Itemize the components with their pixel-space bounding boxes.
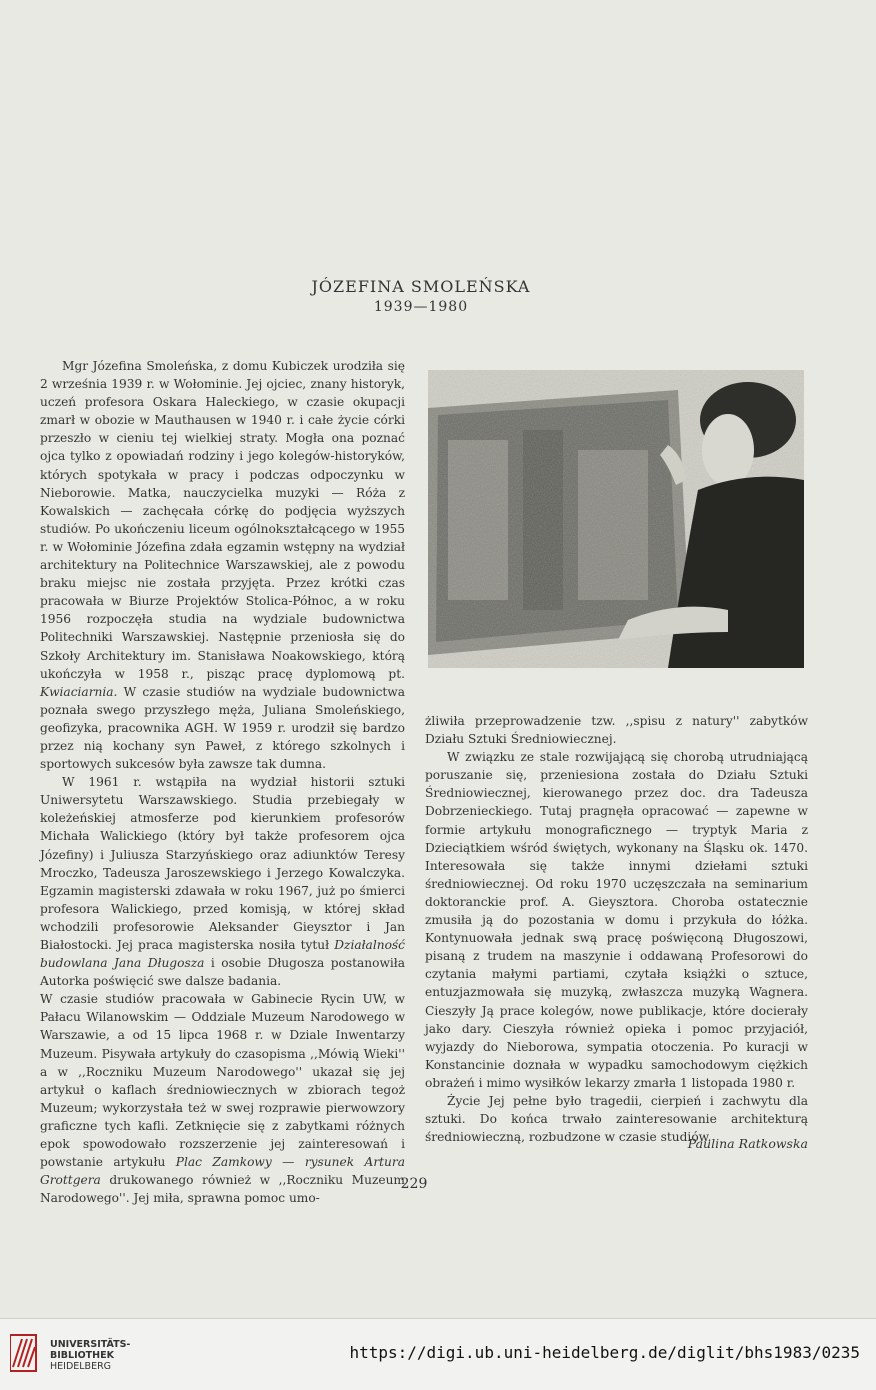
right-column [425, 712, 808, 1146]
paragraph-5: W związku ze stale rozwijającą się chorobą utrudniającą poruszanie się, przeniesiona została do Działu Sztuki Średniowiecznej, kierowanego przez doc. dra Tadeusza Dobrzenieckiego. Tutaj pragnęła opracować — zapewne w formie artykułu monograficznego — tryptyk Maria z Dzieciątkiem wśród świętych, wykonany na Śląsku ok. 1470. Interesowała się także innymi dziełami sztuki średniowiecznej. Od roku 1970 uczęszczała na seminarium doktoranckie prof. A. Gieysztora. Choroba ostatecznie zmusiła ją do pozostania w domu i przykuła do łóżka. Kontynuowała jednak swą pracę poświęconą Długoszowi, pisaną z trudem na maszynie i oddawaną Profesorowi do czytania małymi partiami, czytała książki o sztuce, entuzjazmowała się muzyką, zwłaszcza muzyką Wagnera. Cieszyły Ją prace kolegów, nowe publikacje, które docierały jako dary. Cieszyła również opieka i pomoc przyjaciół, wyjazdy do Nieborowa, sympatia otoczenia. Po kuracji w Konstancinie doznała w wypadku samochodowym ciężkich obrażeń i mimo wysiłków lekarzy zmarła 1 listopada 1980 r. [425, 750, 808, 1090]
viewer-footer [0, 1318, 876, 1390]
paragraph-2: W 1961 r. wstąpiła na wydział historii sztuki Uniwersytetu Warszawskiego. Studia przebiegały w koleżeńskiej atmosferze pod kierunkiem profesorów Michała Walickiego (który był także profesorem ojca Józefiny) i Juliusza Starzyńskiego oraz adiunktów Teresy Mroczko, Tadeusza Jaroszewskiego i Jerzego Kowalczyka. Egzamin magisterski zdawała w roku 1967, już po śmierci profesora Walickiego, przed komisją, w której skład wchodzili profesorowie Aleksander Gieysztor i Jan Białostocki. Jej praca magisterska nosiła tytuł Działalność budowlana Jana Długosza i osobie Długosza postanowiła Autorka poświęcić swe dalsze badania. [40, 775, 406, 989]
left-column [40, 357, 405, 1207]
article-title: JÓZEFINA SMOLEŃSKA [311, 277, 531, 296]
paragraph-6: Życie Jej pełne było tragedii, cierpień i zachwytu dla sztuki. Do końca trwało zainteresowanie architekturą średniowieczną, rozbudzone w czasie studiów. [425, 1093, 808, 1145]
author-signature: Paulina Ratkowska [687, 1136, 808, 1151]
article-title-italic: Plac Zamkowy — rysunek Artura Grottgera [40, 1155, 406, 1188]
paragraph-3: W czasie studiów pracowała w Gabinecie Rycin UW, w Pałacu Wilanowskim — Oddziale Muzeum Narodowego w Warszawie, a od 15 lipca 1968 r. w Dziale Inwentarzy Muzeum. Pisywała artykuły do czasopisma ,,Mówią Wieki'' a w ,,Roczniku Muzeum Narodowego'' ukazał się jej artykuł o kaflach średniowiecznych w zbiorach tegoż Muzeum; wykorzystała też w swej rozprawie pierwowzory graficzne tych kafli. Zetknięcie się z zabytkami różnych epok spowodowało rozszerzenie jej zainteresowań i powstanie artykułu Plac Zamkowy — rysunek Artura Grottgera drukowanego również w ,,Roczniku Muzeum Narodowego''. Jej miła, sprawna pomoc umo- [40, 992, 406, 1206]
library-logo[interactable] [10, 1333, 180, 1377]
library-logo-icon [10, 1333, 40, 1373]
thesis-title: Kwiaciarnia. [40, 684, 118, 699]
library-logo-text: UNIVERSITÄTS- BIBLIOTHEK HEIDELBERG [50, 1339, 131, 1372]
page-number: 229 [400, 1176, 428, 1192]
portrait-photo [428, 370, 804, 668]
permalink-url[interactable]: https://digi.ub.uni-heidelberg.de/diglit/bhs1983/0235 [349, 1343, 860, 1362]
masters-thesis-title: Działalność budowlana Jana Długosza [40, 938, 405, 971]
article-dates: 1939—1980 [373, 299, 469, 315]
paragraph-4: żliwiła przeprowadzenie tzw. ,,spisu z natury'' zabytków Działu Sztuki Średniowiecznej. [425, 714, 808, 747]
paragraph-1: Mgr Józefina Smoleńska, z domu Kubiczek urodziła się 2 września 1939 r. w Wołominie. Jej ojciec, znany historyk, uczeń profesora Oskara Haleckiego, w czasie okupacji zmarł w obozie w Mauthausen w 1940 r. i całe życie córki przeszło w cieniu tej wielkiej straty. Mogła ona poznać ojca tylko z opowiadań rodziny i jego kolegów-historyków, których spotykała w pracy i podczas odpoczynku w Nieborowie. Matka, nauczycielka muzyki — Róża z Kowalskich — zachęcała córkę do podjęcia wyższych studiów. Po ukończeniu liceum ogólnokształcącego w 1955 r. w Wołominie Józefina zdała egzamin wstępny na wydział architektury na Politechnice Warszawskiej, ale z powodu braku miejsc nie została przyjęta. Przez krótki czas pracowała w Biurze Projektów Stolica-Północ, a w roku 1956 rozpoczęła studia na wydziale budownictwa Politechniki Warszawskiej. Następnie przeniosła się do Szkoły Architektury im. Stanisława Noakowskiego, którą ukończyła w 1958 r., pisząc pracę dyplomową pt. Kwiaciarnia. W czasie studiów na wydziale budownictwa poznała swego przyszłego męża, Juliana Smoleńskiego, geofizyka, pracownika AGH. W 1959 r. urodził się bardzo przez nią kochany syn Paweł, z którego szkolnych i sportowych sukcesów była zawsze tak dumna. [40, 359, 405, 772]
